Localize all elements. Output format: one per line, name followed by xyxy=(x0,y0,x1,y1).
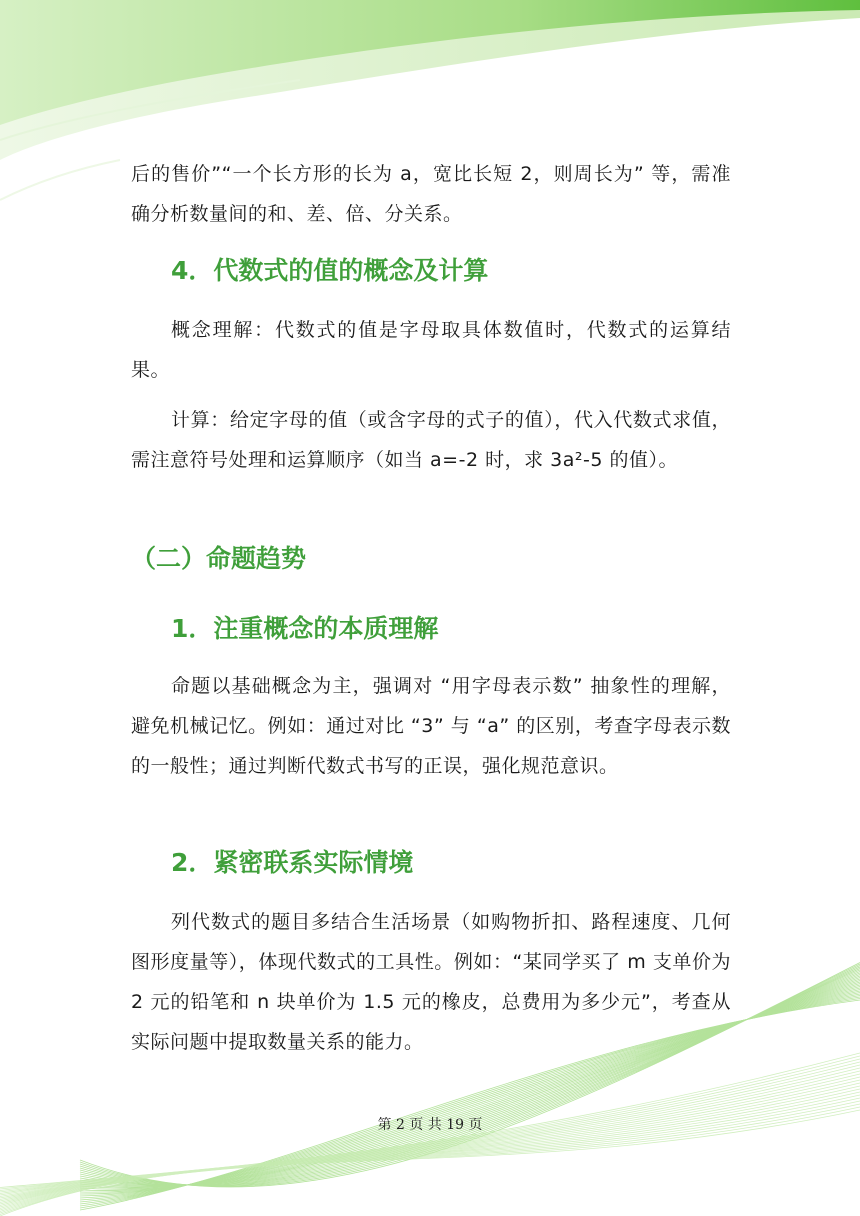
heading-concept-essence: 1．注重概念的本质理解 xyxy=(171,614,439,643)
heading-value-of-expression: 4．代数式的值的概念及计算 xyxy=(171,256,489,285)
page-number: 第 2 页 共 19 页 xyxy=(377,1117,483,1133)
wave-line xyxy=(0,1086,860,1204)
heading-real-context: 2．紧密联系实际情境 xyxy=(171,848,414,877)
wave-line xyxy=(0,1095,860,1209)
paragraph-calculation: 计算：给定字母的值（或含字母的式子的值），代入代数式求值，需注意符号处理和运算顺序（如当 a=-2 时，求 3a²-5 的值）。 xyxy=(131,409,731,471)
wave-line xyxy=(0,1089,860,1206)
paragraph-continuation: 后的售价”“一个长方形的长为 a，宽比长短 2，则周长为” 等，需准确分析数量间的和、差、倍、分关系。 xyxy=(131,163,731,225)
wave-line xyxy=(0,1074,860,1198)
heading-section-trend: （二）命题趋势 xyxy=(131,544,307,573)
wave-line xyxy=(0,1092,860,1207)
paragraph-concept: 概念理解：代数式的值是字母取具体数值时，代数式的运算结果。 xyxy=(131,319,731,381)
wave-line xyxy=(0,1080,860,1201)
paragraph-concept-essence: 命题以基础概念为主，强调对 “用字母表示数” 抽象性的理解，避免机械记忆。例如：通过对比 “3” 与 “a” 的区别，考查字母表示数的一般性；通过判断代数式书写的正误，强化规范意识。 xyxy=(131,675,731,777)
paragraph-real-context: 列代数式的题目多结合生活场景（如购物折扣、路程速度、几何图形度量等），体现代数式的工具性。例如：“某同学买了 m 支单价为 2 元的铅笔和 n 块单价为 1.5 元的橡皮，总费用为多少元”，考查从实际问题中提取数量关系的能力。 xyxy=(131,911,731,1053)
wave-line xyxy=(0,1083,860,1203)
wave-line xyxy=(0,1077,860,1200)
